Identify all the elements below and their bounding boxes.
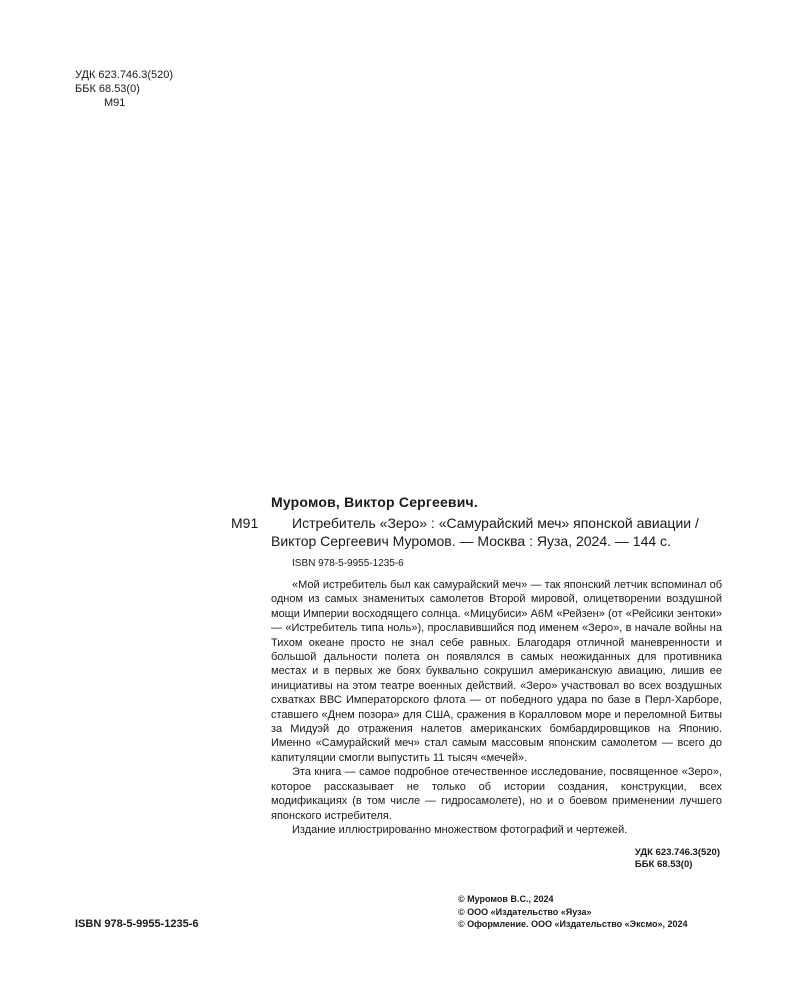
bottom-bbk-code: ББК 68.53(0) xyxy=(634,859,693,871)
author-mark: М91 xyxy=(104,97,126,109)
card-isbn: ISBN 978-5-9955-1235-6 xyxy=(292,558,404,569)
annotation-paragraph: Издание иллюстрированно множеством фотографий и чертежей. xyxy=(292,823,628,836)
copyright-publisher: © ООО «Издательство «Яуза» xyxy=(458,906,592,917)
annotation-paragraph: «Мой истребитель был как самурайский меч» — так японский летчик вспоминал об одном из самых знаменитых самолетов Второй мировой, олицетворении воздушной мощи Империи восходящего солнца. «Мицубиси» А6М «Рейзен» (от «Рейсики зентоки» — «Истребитель типа ноль»), прославившийся под именем «Зеро», в начале войны на Тихом океане просто не знал себе равных. Благодаря отличной маневренности и большой дальности полета он появлялся в самых неожиданных для противника местах и в первых же боях буквально сокрушил американскую авиацию, лишив ее инициативы на этом театре военных действий. «Зеро» участвовал во всех воздушных схватках ВВС Императорского флота — от победного удара по базе в Перл-Харборе, ставшего «Днем позора» для США, сражения в Коралловом море и переломной Битвы за Мидуэй до отражения налетов американских бомбардировщиков на Японию. Именно «Самурайский меч» стал самым массовым японским самолетом — всего до капитуляции смогли выпустить 11 тысяч «мечей». xyxy=(271,579,722,764)
card-author-mark: М91 xyxy=(231,515,259,531)
card-title-row xyxy=(231,514,722,550)
copyright-author: © Муромов В.С., 2024 xyxy=(458,894,554,904)
catalog-card xyxy=(231,493,722,871)
bbk-code: ББК 68.53(0) xyxy=(75,83,140,95)
card-author-heading: Муромов, Виктор Сергеевич. xyxy=(271,494,478,510)
annotation-paragraph: Эта книга — самое подробное отечественное исследование, посвященное «Зеро», которое рассказывает не только об истории создания, конструкции, всех модификациях (в том числе — гидросамолете), но и о боевом применении лучшего японского истребителя. xyxy=(271,766,722,822)
annotation xyxy=(271,578,722,837)
card-title-line-1: Истребитель «Зеро» : «Самурайский меч» японской авиации / xyxy=(292,515,699,531)
bottom-udk-code: УДК 623.746.3(520) xyxy=(634,847,720,859)
copyright-design: © Оформление. ООО «Издательство «Эксмо», 2024 xyxy=(458,919,688,929)
card-title-line-2: Виктор Сергеевич Муромов. — Москва : Яуза, 2024. — 144 с. xyxy=(271,533,671,549)
top-classification xyxy=(75,68,173,110)
copyright-block xyxy=(458,893,688,931)
footer-isbn: ISBN 978-5-9955-1235-6 xyxy=(75,918,199,930)
bottom-classification xyxy=(231,847,722,871)
udk-code: УДК 623.746.3(520) xyxy=(75,69,174,81)
card-title xyxy=(271,514,722,550)
